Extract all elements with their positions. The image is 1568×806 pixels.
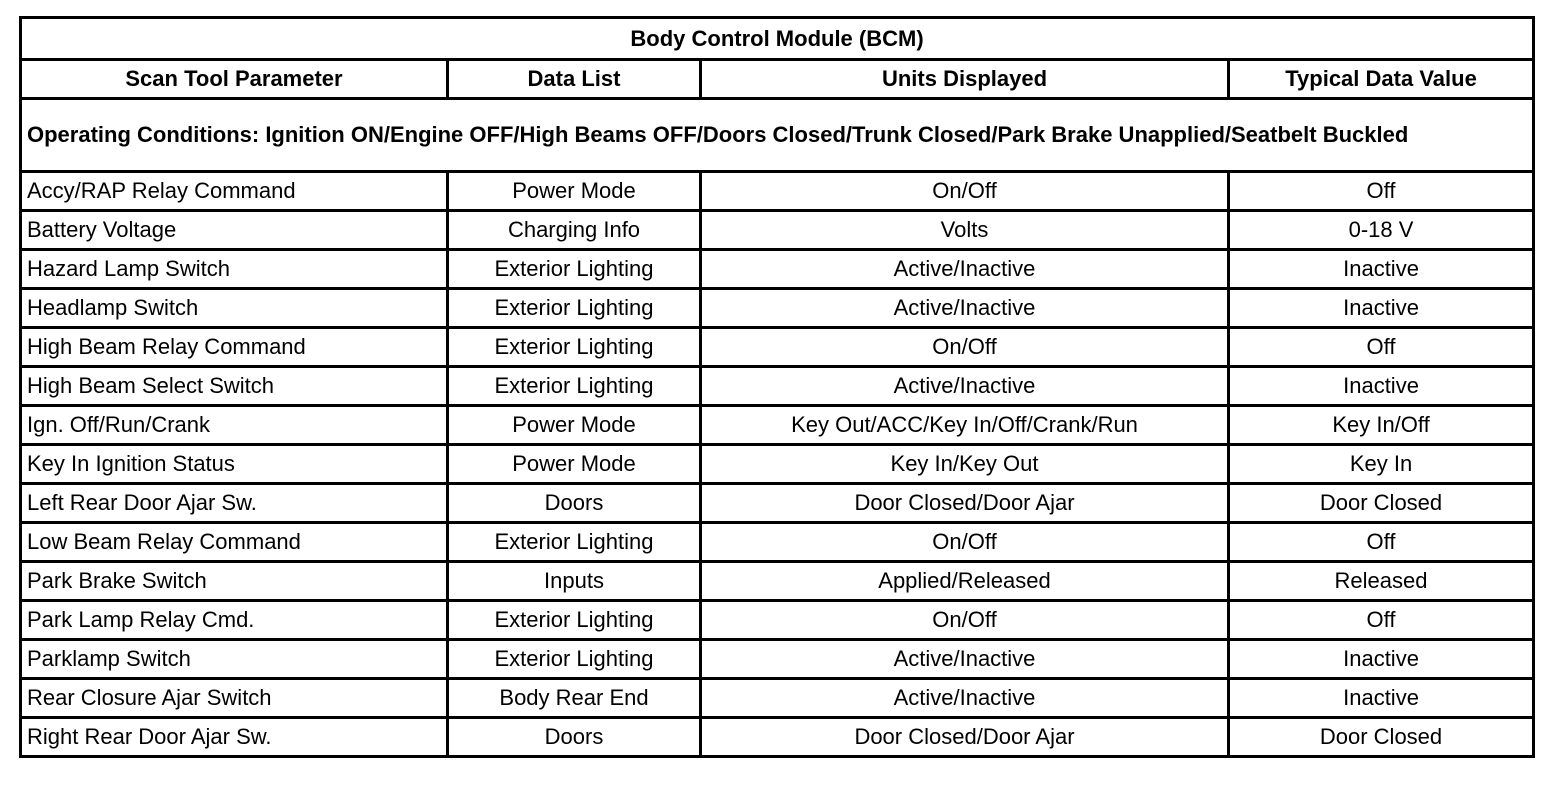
header-units-displayed: Units Displayed [701,60,1229,99]
header-data-list: Data List [448,60,701,99]
cell-typical-value: Door Closed [1229,484,1534,523]
cell-typical-value: Key In/Off [1229,406,1534,445]
cell-parameter: Accy/RAP Relay Command [21,172,448,211]
cell-data-list: Power Mode [448,406,701,445]
cell-data-list: Power Mode [448,172,701,211]
cell-data-list: Exterior Lighting [448,289,701,328]
header-scan-tool-parameter: Scan Tool Parameter [21,60,448,99]
table-row [21,172,1534,211]
bcm-data-table [19,16,1535,758]
cell-typical-value: Key In [1229,445,1534,484]
cell-units: Key In/Key Out [701,445,1229,484]
cell-typical-value: Released [1229,562,1534,601]
cell-typical-value: 0-18 V [1229,211,1534,250]
cell-typical-value: Inactive [1229,289,1534,328]
cell-units: Active/Inactive [701,640,1229,679]
cell-data-list: Exterior Lighting [448,367,701,406]
cell-data-list: Body Rear End [448,679,701,718]
cell-parameter: Parklamp Switch [21,640,448,679]
cell-units: Applied/Released [701,562,1229,601]
cell-units: Active/Inactive [701,289,1229,328]
operating-conditions: Operating Conditions: Ignition ON/Engine OFF/High Beams OFF/Doors Closed/Trunk Closed/Park Brake Unapplied/Seatbelt Buckled [21,99,1534,172]
cell-units: Active/Inactive [701,367,1229,406]
cell-typical-value: Inactive [1229,250,1534,289]
table-row [21,367,1534,406]
cell-parameter: Right Rear Door Ajar Sw. [21,718,448,757]
table-row [21,328,1534,367]
cell-typical-value: Inactive [1229,367,1534,406]
cell-data-list: Exterior Lighting [448,523,701,562]
cell-parameter: Park Lamp Relay Cmd. [21,601,448,640]
cell-units: On/Off [701,328,1229,367]
cell-units: Key Out/ACC/Key In/Off/Crank/Run [701,406,1229,445]
cell-data-list: Doors [448,718,701,757]
cell-data-list: Inputs [448,562,701,601]
cell-units: On/Off [701,172,1229,211]
cell-typical-value: Off [1229,172,1534,211]
cell-parameter: High Beam Relay Command [21,328,448,367]
cell-parameter: High Beam Select Switch [21,367,448,406]
cell-typical-value: Door Closed [1229,718,1534,757]
cell-units: Door Closed/Door Ajar [701,718,1229,757]
cell-units: Active/Inactive [701,250,1229,289]
cell-typical-value: Off [1229,328,1534,367]
table-title-row [21,18,1534,60]
cell-units: Door Closed/Door Ajar [701,484,1229,523]
cell-parameter: Headlamp Switch [21,289,448,328]
cell-parameter: Ign. Off/Run/Crank [21,406,448,445]
table-row [21,718,1534,757]
cell-parameter: Battery Voltage [21,211,448,250]
table-row [21,523,1534,562]
table-row [21,484,1534,523]
cell-units: On/Off [701,601,1229,640]
table-body [21,172,1534,757]
table-row [21,601,1534,640]
cell-typical-value: Inactive [1229,679,1534,718]
cell-typical-value: Inactive [1229,640,1534,679]
cell-units: Volts [701,211,1229,250]
cell-data-list: Exterior Lighting [448,640,701,679]
cell-parameter: Low Beam Relay Command [21,523,448,562]
cell-data-list: Exterior Lighting [448,601,701,640]
cell-data-list: Charging Info [448,211,701,250]
cell-data-list: Exterior Lighting [448,250,701,289]
cell-units: Active/Inactive [701,679,1229,718]
table-header-row [21,60,1534,99]
table-row [21,211,1534,250]
cell-data-list: Exterior Lighting [448,328,701,367]
cell-parameter: Hazard Lamp Switch [21,250,448,289]
cell-parameter: Key In Ignition Status [21,445,448,484]
cell-data-list: Doors [448,484,701,523]
cell-typical-value: Off [1229,523,1534,562]
table-title: Body Control Module (BCM) [21,18,1534,60]
cell-units: On/Off [701,523,1229,562]
table-row [21,250,1534,289]
table-row [21,679,1534,718]
cell-parameter: Rear Closure Ajar Switch [21,679,448,718]
cell-parameter: Park Brake Switch [21,562,448,601]
operating-conditions-row [21,99,1534,172]
cell-parameter: Left Rear Door Ajar Sw. [21,484,448,523]
table-row [21,562,1534,601]
cell-data-list: Power Mode [448,445,701,484]
table-row [21,640,1534,679]
cell-typical-value: Off [1229,601,1534,640]
table-row [21,445,1534,484]
table-row [21,406,1534,445]
header-typical-data-value: Typical Data Value [1229,60,1534,99]
table-row [21,289,1534,328]
